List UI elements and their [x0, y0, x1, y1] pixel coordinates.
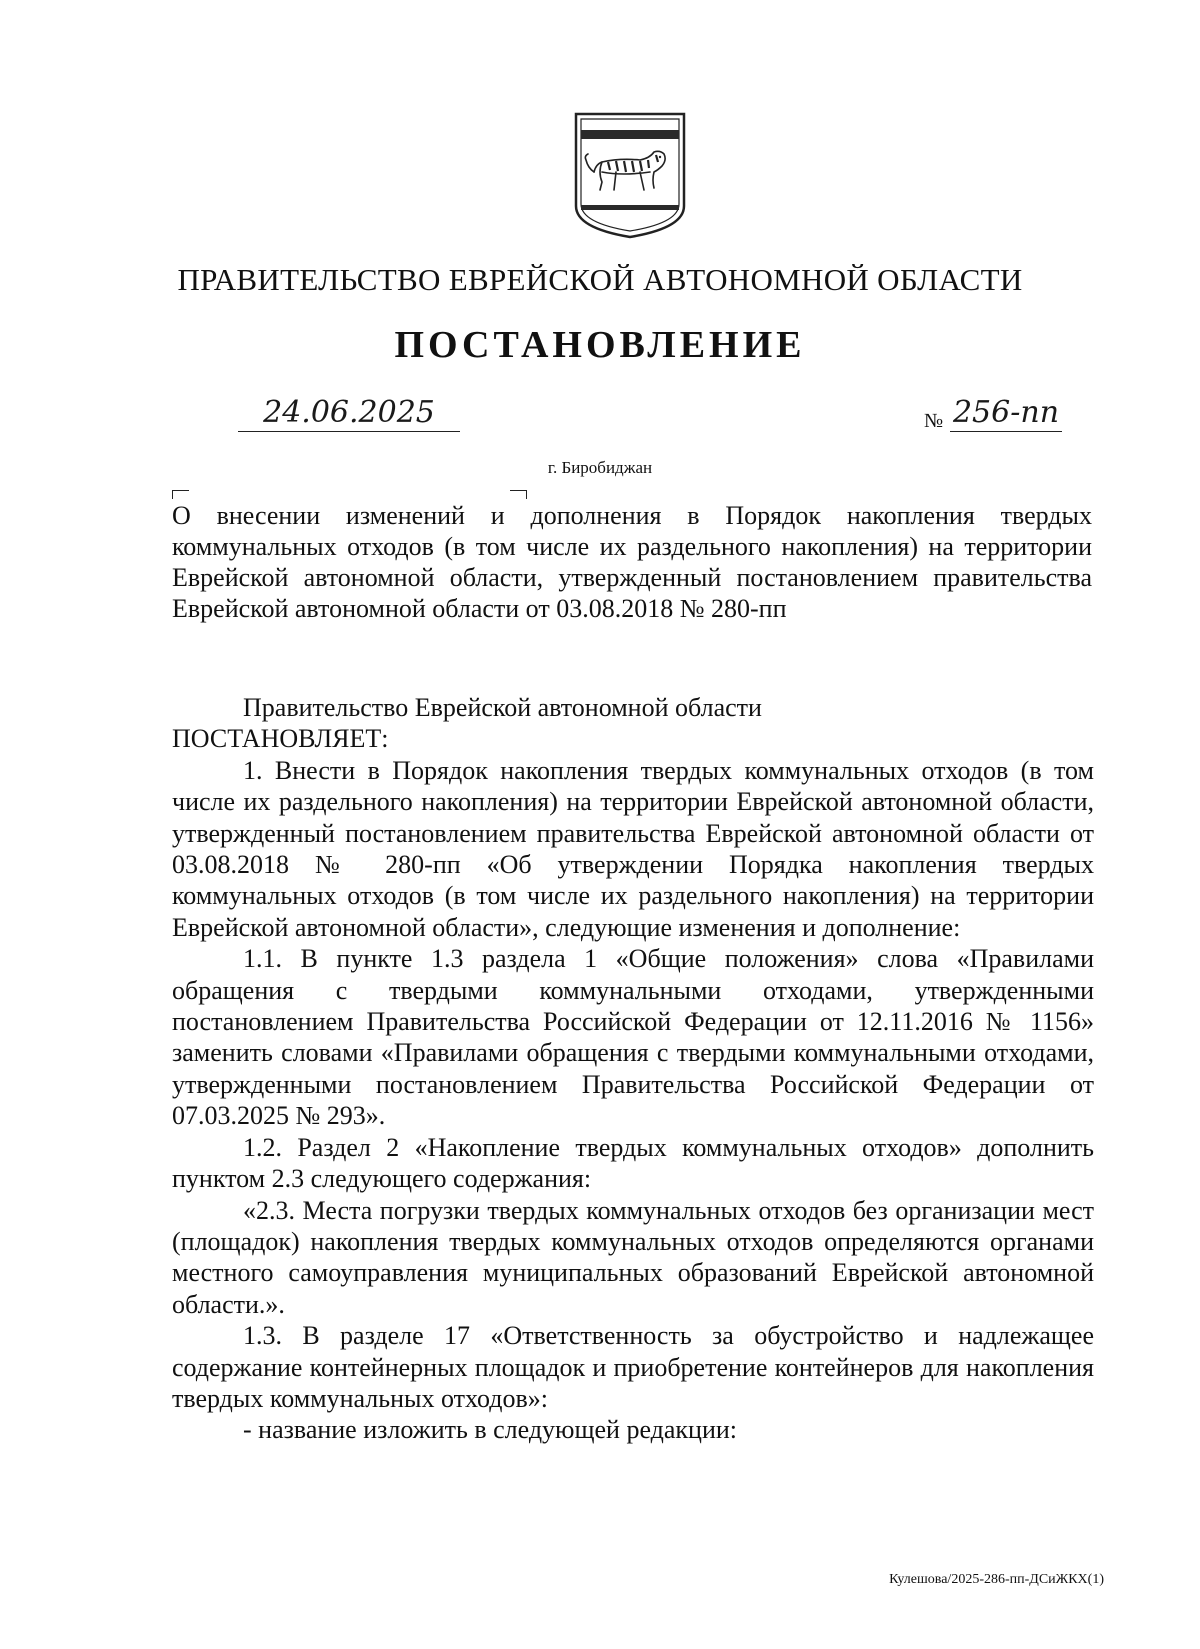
document-body [172, 692, 1094, 1446]
tiger-coat-of-arms-icon [572, 110, 688, 240]
paragraph-name-change: - название изложить в следующей редакции: [243, 1415, 738, 1445]
body-intro: Правительство Еврейской автономной области [243, 693, 762, 722]
number-label: № [924, 410, 944, 432]
paragraph-1-1: 1.1. В пункте 1.3 раздела 1 «Общие положения» слова «Правилами обращения с твердыми коммунальными отходами, утвержденными постановлением Правительства Российской Федерации от 12.11.2016 № 1156» заменить словами «Правилами обращения с твердыми коммунальными отходами, утвержденными постановлением Правительства Российской Федерации от 07.03.2025 № 293». [172, 944, 1094, 1131]
decree-date: 24.06.2025 [238, 395, 460, 432]
paragraph-1-3: 1.3. В разделе 17 «Ответственность за обустройство и надлежащее содержание контейнерных площадок и приобретение контейнеров для накопления твердых коммунальных отходов»: [172, 1321, 1094, 1413]
title-bracket-left [172, 490, 189, 499]
body-resolves: ПОСТАНОВЛЯЕТ: [172, 724, 389, 754]
decree-number: 256-пп [950, 395, 1062, 432]
title-bracket-right [510, 490, 527, 499]
document-title: О внесении изменений и дополнения в Порядок накопления твердых коммунальных отходов (в том числе их раздельного накопления) на территории Еврейской автономной области, утвержденный постановлением правительства Еврейской автономной области от 03.08.2018 № 280-пп [172, 501, 1092, 623]
paragraph-2-3-quote: «2.3. Места погрузки твердых коммунальных отходов без организации мест (площадок) накопления твердых коммунальных отходов определяются органами местного самоуправления муниципальных образований Еврейской автономной области.». [172, 1195, 1094, 1319]
document-type: ПОСТАНОВЛЕНИЕ [394, 324, 806, 366]
paragraph-1-2: 1.2. Раздел 2 «Накопление твердых коммунальных отходов» дополнить пунктом 2.3 следующего содержания: [172, 1132, 1094, 1194]
document-footer: Кулешова/2025-286-пп-ДСиЖКХ(1) [889, 1572, 1104, 1587]
city: г. Биробиджан [547, 458, 653, 477]
government-name: ПРАВИТЕЛЬСТВО ЕВРЕЙСКОЙ АВТОНОМНОЙ ОБЛАСТИ [177, 262, 1023, 297]
paragraph-1: 1. Внести в Порядок накопления твердых коммунальных отходов (в том числе их раздельного накопления) на территории Еврейской автономной области, утвержденный постановлением правительства Еврейской автономной области от 03.08.2018 № 280-пп «Об утверждении Порядка накопления твердых коммунальных отходов (в том числе их раздельного накопления) на территории Еврейской автономной области», следующие изменения и дополнение: [172, 755, 1094, 942]
